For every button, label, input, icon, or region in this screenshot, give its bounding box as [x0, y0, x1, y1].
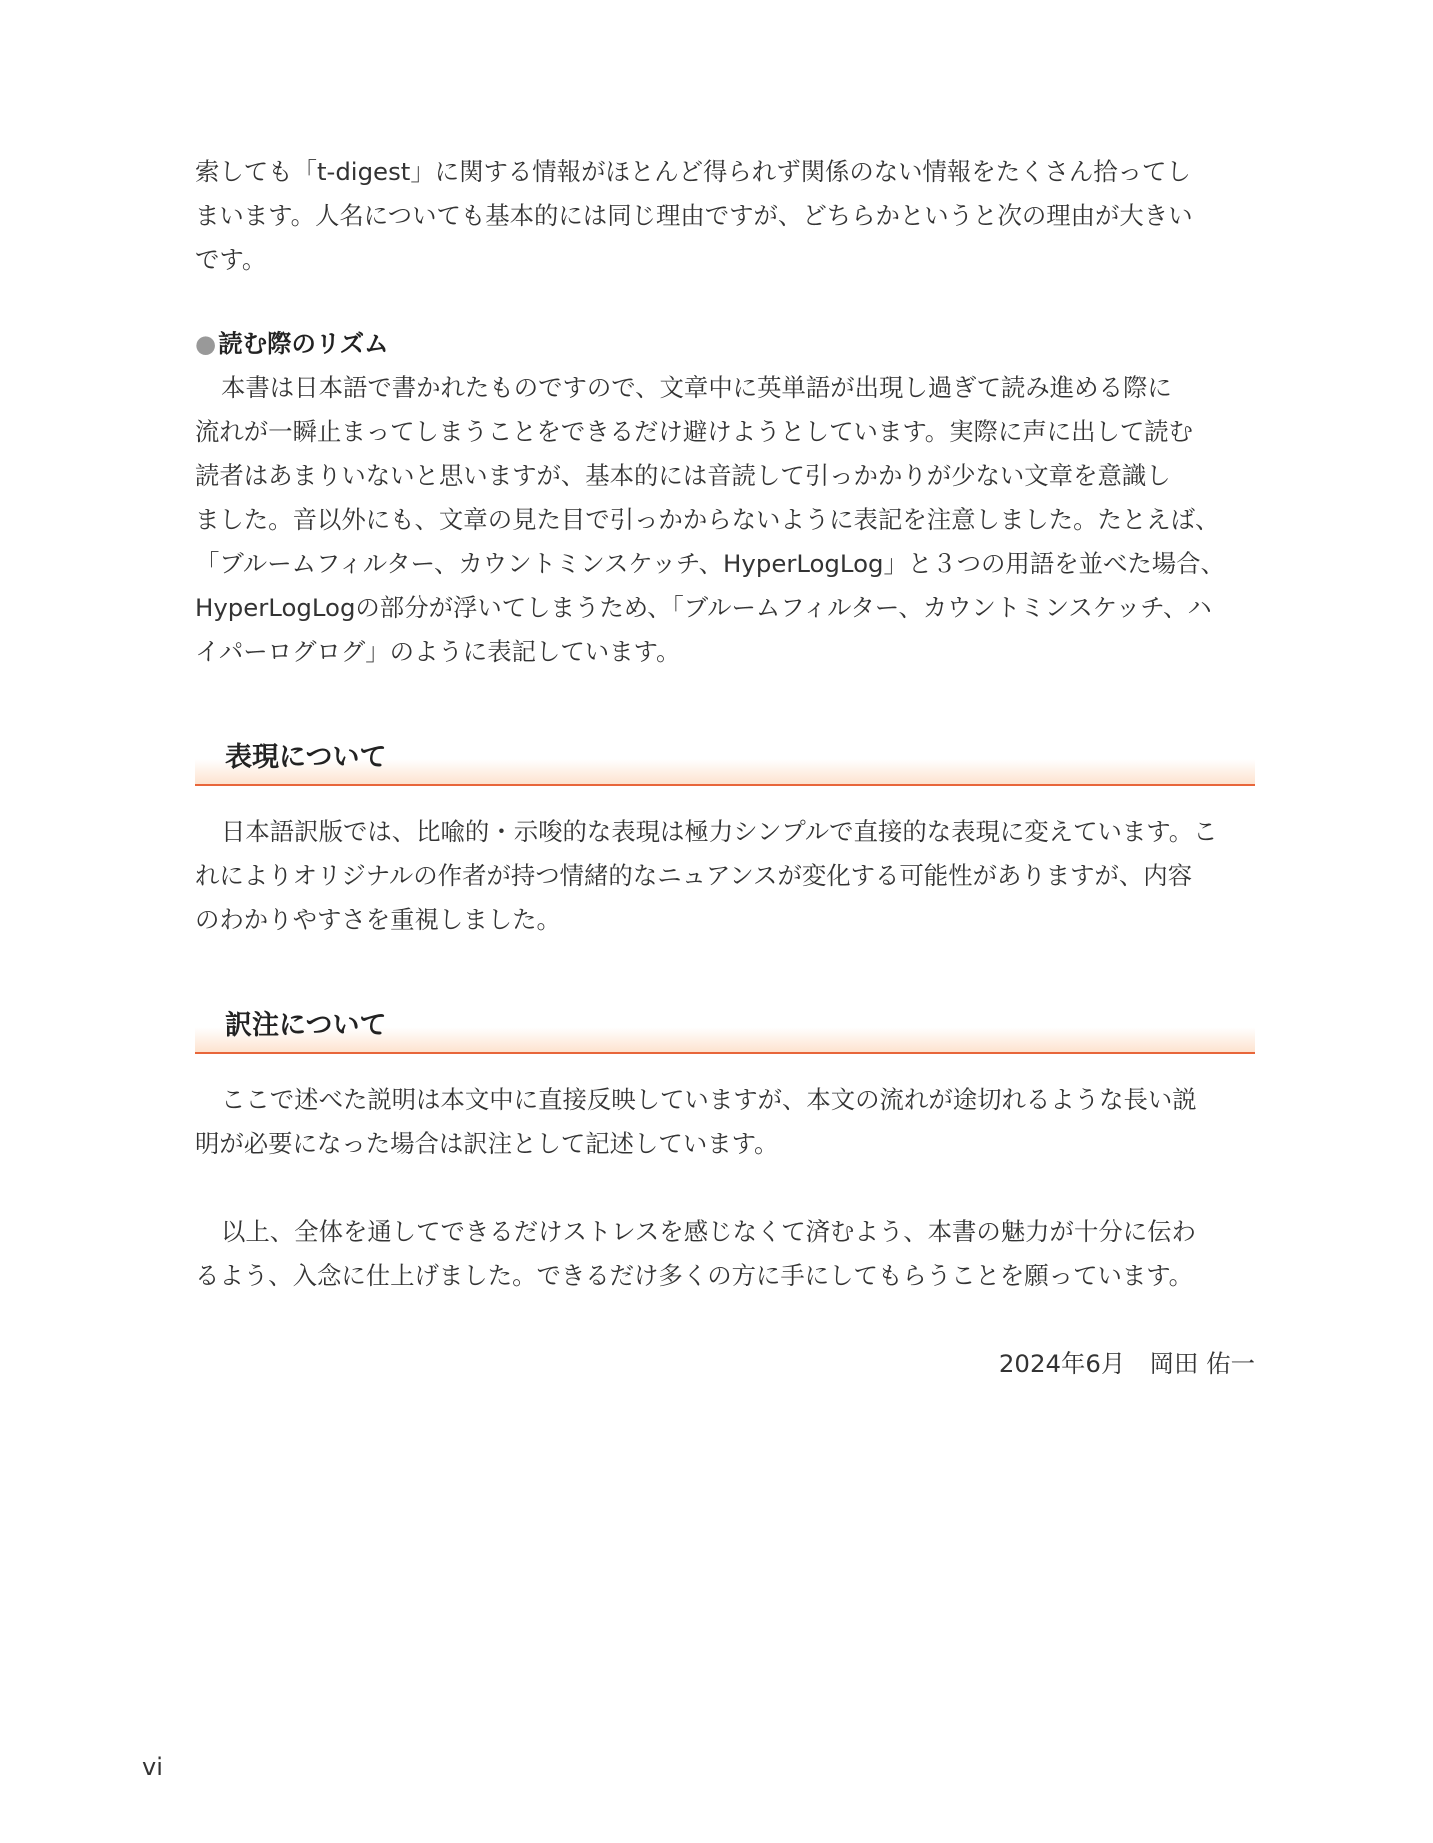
bullet-icon: ●: [195, 329, 217, 358]
text-line: 「ブルームフィルター、カウントミンスケッチ、HyperLogLog」と３つの用語を並べた場合、: [195, 549, 1225, 578]
text-line: イパーログログ」のように表記しています。: [195, 637, 681, 666]
text-line: 読者はあまりいないと思いますが、基本的には音読して引っかかりが少ない文章を意識し: [195, 461, 1171, 490]
page-number: vi: [142, 1753, 163, 1781]
text-line: 索しても「t-digest」に関する情報がほとんど得られず関係のない情報をたくさん拾ってし: [195, 157, 1191, 186]
section-heading-notes: [195, 997, 1255, 1054]
section-heading-text: 訳注について: [225, 1010, 387, 1041]
section-heading-expression: [195, 729, 1255, 786]
text-line: のわかりやすさを重視しました。: [195, 905, 561, 934]
signature: 2024年6月 岡田 佑一: [998, 1349, 1255, 1378]
text-line: 以上、全体を通してできるだけストレスを感じなくて済むよう、本書の魅力が十分に伝わ: [221, 1217, 1196, 1246]
text-line: 流れが一瞬止まってしまうことをできるだけ避けようとしています。実際に声に出して読む: [195, 417, 1194, 446]
closing-paragraph: [195, 1210, 1255, 1298]
text-line: 明が必要になった場合は訳注として記述しています。: [195, 1129, 779, 1158]
text-line: れによりオリジナルの作者が持つ情緒的なニュアンスが変化する可能性がありますが、内容: [195, 861, 1193, 890]
page-content: [195, 150, 1255, 1386]
rhythm-heading-text: 読む際のリズム: [218, 329, 389, 358]
rhythm-heading: [195, 322, 1255, 366]
notes-paragraph: [195, 1078, 1255, 1166]
text-line: まいます。人名についても基本的には同じ理由ですが、どちらかというと次の理由が大きい: [195, 201, 1193, 230]
text-line: ここで述べた説明は本文中に直接反映していますが、本文の流れが途切れるような長い説: [221, 1085, 1197, 1114]
text-line: 本書は日本語で書かれたものですので、文章中に英単語が出現し過ぎて読み進める際に: [221, 373, 1172, 402]
rhythm-paragraph: [195, 366, 1255, 674]
text-line: です。: [195, 245, 267, 274]
section-heading-text: 表現について: [225, 742, 387, 773]
text-line: ました。音以外にも、文章の見た目で引っかからないように表記を注意しました。たとえば、: [195, 505, 1220, 534]
text-line: 日本語訳版では、比喩的・示唆的な表現は極力シンプルで直接的な表現に変えています。こ: [221, 817, 1218, 846]
text-line: るよう、入念に仕上げました。できるだけ多くの方に手にしてもらうことを願っています。: [195, 1261, 1194, 1290]
expression-paragraph: [195, 810, 1255, 942]
intro-paragraph: [195, 150, 1255, 282]
text-line: HyperLogLogの部分が浮いてしまうため、「ブルームフィルター、カウントミンスケッチ、ハ: [195, 593, 1212, 622]
